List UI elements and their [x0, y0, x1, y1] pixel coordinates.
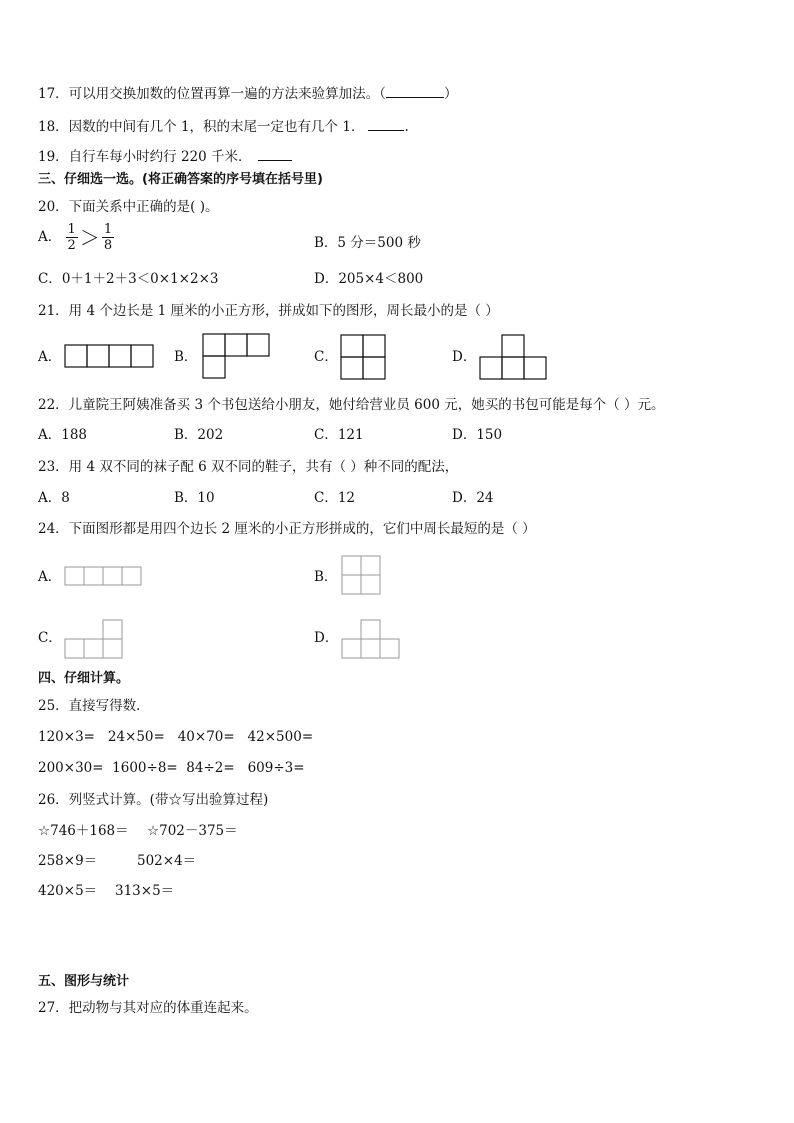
question-24-stem: 24．下面图形都是用四个边长 2 厘米的小正方形拼成的，它们中周长最短的是（ ）	[38, 521, 536, 537]
question-21-option-c[interactable]: C．	[314, 349, 338, 365]
figure-21b-l-shape	[202, 333, 272, 379]
question-20-option-b[interactable]: B．5 分＝500 秒	[314, 235, 421, 251]
question-25-row-2: 200×30= 1600÷8= 84÷2= 609÷3=	[38, 760, 305, 776]
question-20-stem: 20．下面关系中正确的是( )。	[38, 199, 219, 215]
question-22-option-d[interactable]: D．150	[452, 427, 503, 443]
question-22-option-a[interactable]: A．188	[38, 427, 88, 443]
question-22-option-c[interactable]: C．121	[314, 427, 364, 443]
question-26-item-4: 502×4＝	[137, 853, 197, 869]
question-21-option-d[interactable]: D．	[452, 349, 477, 365]
greater-than-sign: ＞	[79, 225, 100, 250]
option-a-label: A．	[38, 229, 62, 245]
question-20-option-a[interactable]	[38, 222, 114, 262]
section-4-heading: 四、仔细计算。	[38, 671, 130, 686]
question-26-item-5: 420×5＝	[38, 883, 98, 899]
question-19-text: 19．自行车每小时约行 220 千米．	[38, 149, 252, 165]
answer-blank-17[interactable]	[386, 83, 444, 98]
question-25-row-1: 120×3= 24×50= 40×70= 42×500=	[38, 729, 314, 745]
figure-24a-four-in-row	[64, 566, 142, 586]
question-23-stem: 23．用 4 双不同的袜子配 6 双不同的鞋子，共有（ ）种不同的配法，	[38, 459, 459, 475]
fraction-one-half: $\frac{1}{2}$	[67, 222, 76, 253]
answer-blank-18[interactable]	[368, 116, 404, 131]
question-22-stem: 22．儿童院王阿姨准备买 3 个书包送给小朋友，她付给营业员 600 元，她买的书包可能是每个（ ）元。	[38, 397, 665, 413]
question-18	[38, 116, 409, 136]
question-24-option-b[interactable]: B．	[314, 569, 338, 585]
section-5-heading: 五、图形与统计	[38, 974, 130, 989]
question-24-option-c[interactable]: C．	[38, 630, 62, 646]
question-18-end: .	[404, 119, 409, 135]
fraction-one-eighth: $\frac{1}{8}$	[103, 222, 113, 253]
question-26-item-6: 313×5＝	[115, 883, 175, 899]
question-21-option-a[interactable]: A．	[38, 349, 62, 365]
figure-21d-t-shape	[479, 334, 549, 380]
question-17-close: ）	[443, 86, 458, 102]
question-19	[38, 146, 292, 166]
question-26-stem: 26．列竖式计算。(带☆写出验算过程)	[38, 792, 269, 808]
question-27-stem: 27．把动物与其对应的体重连起来。	[38, 1000, 258, 1016]
question-23-option-b[interactable]: B．10	[174, 490, 215, 506]
question-18-text: 18．因数的中间有几个 1，积的末尾一定也有几个 1．	[38, 119, 365, 135]
question-20-option-d[interactable]: D．205×4＜800	[314, 271, 424, 287]
question-21-option-b[interactable]: B．	[174, 349, 198, 365]
question-17-text: 17．可以用交换加数的位置再算一遍的方法来验算加法。（	[38, 86, 386, 102]
question-24-option-a[interactable]: A．	[38, 569, 62, 585]
question-23-option-d[interactable]: D．24	[452, 490, 494, 506]
question-25-stem: 25．直接写得数．	[38, 698, 150, 714]
question-26-item-3: 258×9＝	[38, 853, 98, 869]
section-3-heading: 三、仔细选一选。(将正确答案的序号填在括号里)	[38, 172, 323, 187]
question-23-option-a[interactable]: A．8	[38, 490, 70, 506]
question-23-option-c[interactable]: C．12	[314, 490, 356, 506]
answer-blank-19[interactable]	[258, 146, 292, 161]
question-22-option-b[interactable]: B．202	[174, 427, 224, 443]
figure-21c-square	[340, 334, 388, 380]
figure-24d-t-shape	[341, 619, 401, 659]
figure-21a-four-in-row	[64, 344, 154, 368]
question-26-item-2: ☆702－375＝	[147, 823, 238, 839]
figure-24c-l-shape	[64, 619, 124, 659]
question-20-option-c[interactable]: C．0＋1＋2＋3＜0×1×2×3	[38, 271, 219, 287]
question-26-item-1: ☆746＋168＝	[38, 823, 129, 839]
question-24-option-d[interactable]: D．	[314, 630, 339, 646]
figure-24b-square	[341, 555, 383, 595]
question-21-stem: 21．用 4 个边长是 1 厘米的小正方形，拼成如下的图形，周长最小的是（ ）	[38, 303, 499, 319]
question-17	[38, 83, 457, 103]
